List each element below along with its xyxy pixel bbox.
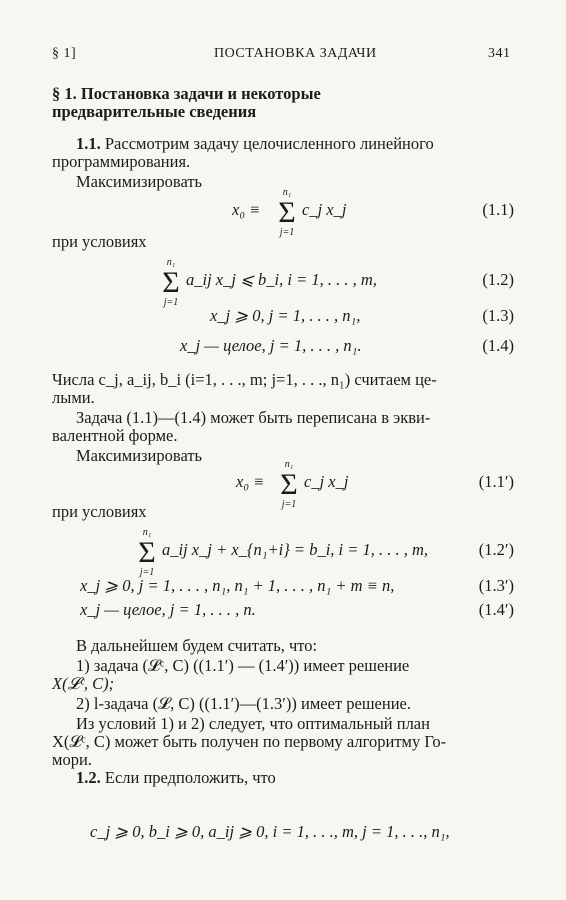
para-3-line7: мори. — [52, 750, 92, 769]
equation-tag-1-1: (1.1) — [482, 200, 514, 219]
equation-last-body: c_j ⩾ 0, b_i ⩾ 0, a_ij ⩾ 0, i = 1, . . ., m, j = 1, . . ., n₁, — [90, 822, 450, 841]
para-3-line6: X(𝓛ᶜ, C) может быть получен по первому алгоритму Го- — [52, 732, 447, 751]
para-1-1-line1 — [76, 134, 434, 154]
para-2-line1: Числа c_j, a_ij, b_i (i=1, . . ., m; j=1, . . ., n₁) считаем це- — [52, 370, 437, 389]
equation-tag-1-3: (1.3) — [482, 306, 514, 325]
equation-1-1-body: c_j x_j — [302, 200, 347, 219]
para-2-line5: Максимизировать — [76, 446, 203, 465]
para-3-line5: Из условий 1) и 2) следует, что оптимальный план — [76, 714, 430, 733]
header-title: ПОСТАНОВКА ЗАДАЧИ — [214, 46, 377, 61]
para-3-line2: 1) задача (𝓛ᶜ, C) ((1.1′) — (1.4′)) имеет решение — [76, 656, 410, 675]
sigma-icon: Σ — [278, 196, 296, 229]
equation-tag-1-1p: (1.1′) — [478, 472, 514, 491]
equation-1-1-lhs: x₀ ≡ — [232, 200, 261, 219]
para-3-line1: В дальнейшем будем считать, что: — [76, 636, 318, 655]
sigma-icon: Σ — [162, 266, 180, 299]
page-number: 341 — [488, 46, 511, 61]
para-2-line2: лыми. — [52, 388, 95, 407]
para-3-line4: 2) l-задача (𝓛, C) ((1.1′)—(1.3′)) имеет решение. — [76, 694, 411, 713]
para-text: Рассмотрим задачу целочисленного линейного — [100, 134, 434, 153]
equation-tag-1-2: (1.2) — [482, 270, 514, 289]
equation-tag-1-3p: (1.3′) — [478, 576, 514, 595]
conditions-label: при условиях — [52, 232, 147, 251]
equation-1-4-body: x_j — целое, j = 1, . . . , n₁. — [180, 336, 362, 355]
para-number-1-2: 1.2. — [76, 768, 101, 787]
sum-upper-limit: n₁ — [284, 459, 294, 470]
para-1-2-line1 — [76, 768, 276, 788]
sum-lower-limit: j=1 — [139, 567, 155, 578]
conditions-label-2: при условиях — [52, 502, 147, 521]
equation-1-1p-body: c_j x_j — [304, 472, 349, 491]
para-1-1-line2: программирования. — [52, 152, 191, 171]
equation-tag-1-4: (1.4) — [482, 336, 514, 355]
equation-1-3-body: x_j ⩾ 0, j = 1, . . . , n₁, — [210, 306, 361, 325]
section-title-line1: § 1. Постановка задачи и некоторые — [52, 84, 321, 103]
sum-lower-limit: j=1 — [279, 227, 295, 238]
sum-symbol — [136, 528, 158, 578]
sum-symbol — [276, 188, 298, 238]
equation-1-4p-body: x_j — целое, j = 1, . . . , n. — [80, 600, 256, 619]
sum-symbol — [160, 258, 182, 308]
sum-upper-limit: n₁ — [166, 257, 176, 268]
section-title-line2: предварительные сведения — [52, 102, 257, 121]
sum-lower-limit: j=1 — [163, 297, 179, 308]
para-2-line3: Задача (1.1)—(1.4) может быть переписана в экви- — [76, 408, 431, 427]
sum-symbol — [278, 460, 300, 510]
para-number-1-1: 1.1. — [76, 134, 101, 153]
sum-lower-limit: j=1 — [281, 499, 297, 510]
para-3-line3: X(𝓛ᶜ, C); — [52, 674, 115, 693]
equation-1-1p-lhs: x₀ ≡ — [236, 472, 265, 491]
para-1-1-line3: Максимизировать — [76, 172, 203, 191]
header-section-ref: § 1] — [52, 46, 77, 61]
para-2-line4: валентной форме. — [52, 426, 178, 445]
sum-upper-limit: n₁ — [282, 187, 292, 198]
sigma-icon: Σ — [280, 468, 298, 501]
equation-1-2p-body: a_ij x_j + x_{n₁+i} = b_i, i = 1, . . . , m, — [162, 540, 429, 559]
para-text: Если предположить, что — [100, 768, 276, 787]
equation-tag-1-4p: (1.4′) — [478, 600, 514, 619]
equation-tag-1-2p: (1.2′) — [478, 540, 514, 559]
equation-1-2-body: a_ij x_j ⩽ b_i, i = 1, . . . , m, — [186, 270, 377, 289]
equation-1-3p-body: x_j ⩾ 0, j = 1, . . . , n₁, n₁ + 1, . . . , n₁ + m ≡ n, — [80, 576, 395, 595]
sum-upper-limit: n₁ — [142, 527, 152, 538]
sigma-icon: Σ — [138, 536, 156, 569]
